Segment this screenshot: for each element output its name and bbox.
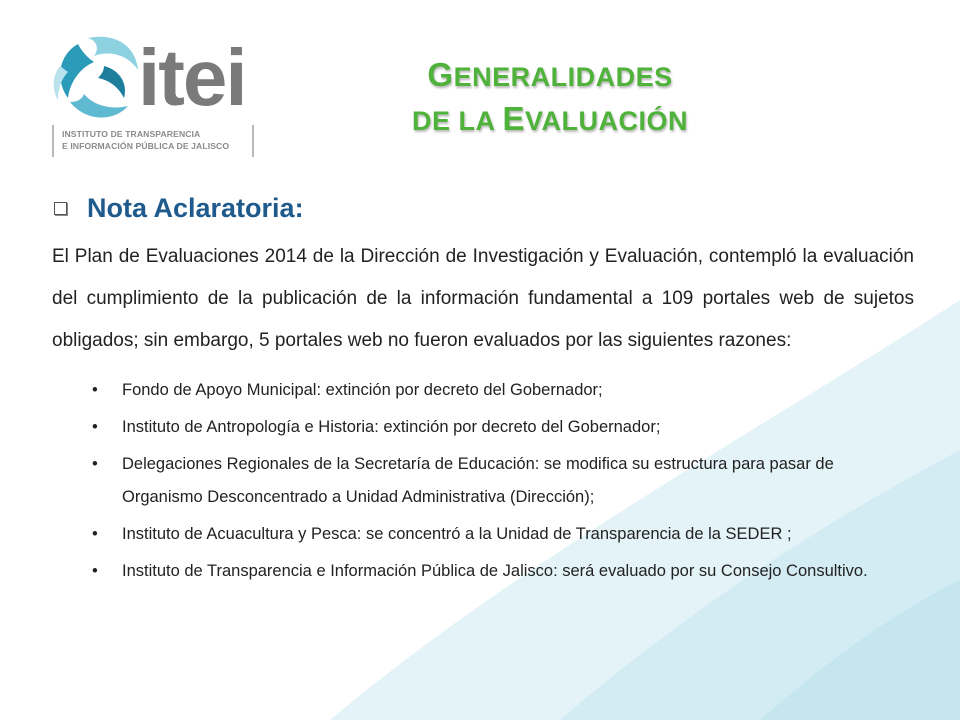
title-line2: DE LA EVALUACIÓN: [411, 99, 688, 137]
list-item: • Instituto de Antropología e Historia: extinción por decreto del Gobernador;: [52, 411, 914, 444]
logo-subtitle-line2: E INFORMACIÓN PÚBLICA DE JALISCO: [62, 141, 230, 151]
list-item: • Instituto de Acuacultura y Pesca: se concentró a la Unidad de Transparencia de la SEDER ;: [52, 518, 914, 551]
bullet-icon: •: [92, 418, 98, 436]
logo-subtitle: [52, 125, 262, 159]
main-content: [52, 188, 914, 592]
title-line1: GENERALIDADES: [427, 56, 673, 93]
section-paragraph: El Plan de Evaluaciones 2014 de la Dirección de Investigación y Evaluación, contempló la evaluación del cumplimiento de la publicación de la información fundamental a 109 portales web de sujetos obligados; sin embargo, 5 portales web no fueron evaluados por las siguientes razones:: [52, 246, 914, 351]
logo-brand-text: itei: [138, 33, 246, 122]
checkbox-bullet-icon: [54, 202, 67, 215]
logo-subtitle-line1: INSTITUTO DE TRANSPARENCIA: [62, 129, 201, 139]
page-title: [300, 55, 800, 138]
list-item: • Fondo de Apoyo Municipal: extinción por decreto del Gobernador;: [52, 374, 914, 407]
logo-swirl-icon: [54, 37, 138, 118]
bullet-icon: •: [92, 381, 98, 399]
section-heading-text: Nota Aclaratoria:: [87, 192, 304, 223]
bullet-icon: •: [92, 525, 98, 543]
logo-divider-right: [252, 125, 254, 157]
bullet-icon: •: [92, 562, 98, 580]
section-heading: [52, 188, 914, 228]
reasons-list: [52, 374, 914, 588]
list-item: • Instituto de Transparencia e Información Pública de Jalisco: será evaluado por su Consejo Consultivo.: [52, 555, 914, 588]
bullet-icon: •: [92, 455, 98, 473]
logo-divider-left: [52, 125, 54, 157]
list-item: • Delegaciones Regionales de la Secretaría de Educación: se modifica su estructura para pasar de Organismo Desconcentrado a Unidad Administrativa (Dirección);: [52, 448, 914, 514]
